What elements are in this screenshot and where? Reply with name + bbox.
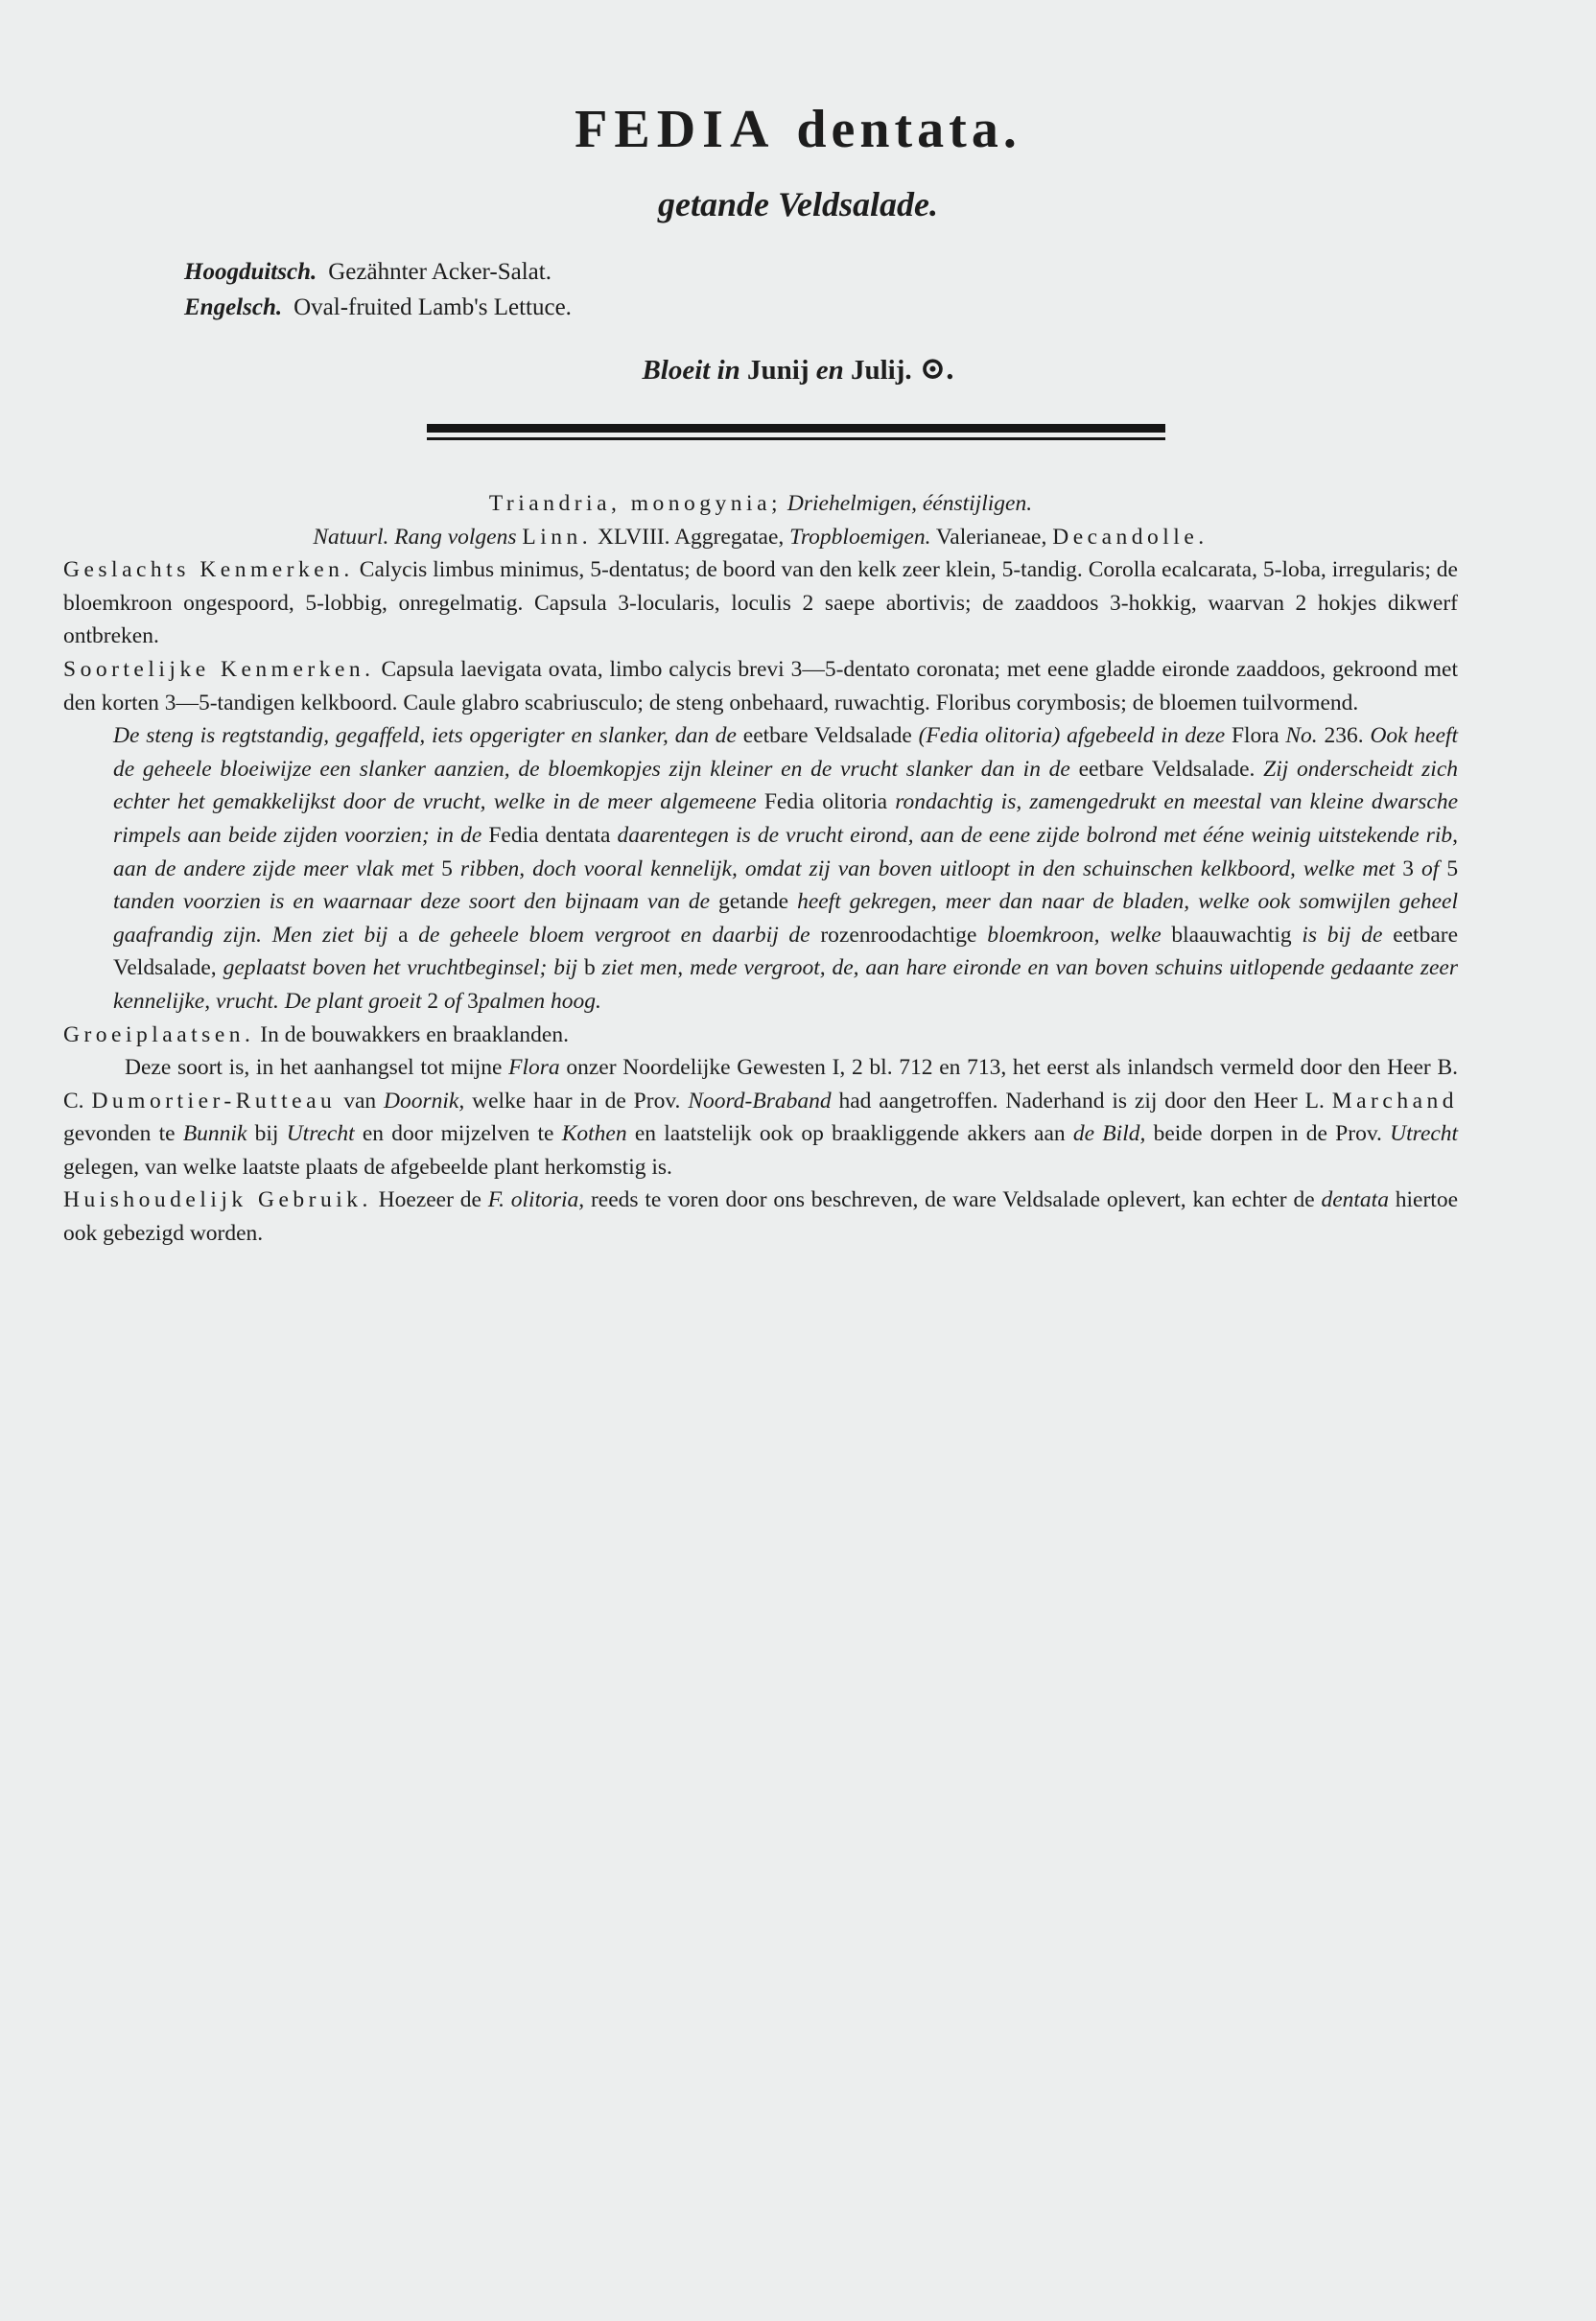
species-name: dentata. — [796, 100, 1021, 159]
vernacular-name: Gezähnter Acker-Salat. — [328, 259, 552, 285]
article-body — [63, 487, 1458, 1251]
divider-rule — [427, 424, 1165, 433]
genus-characters: Geslachts Kenmerken. Calycis limbus minimus, 5-dentatus; de boord van den kelk zeer klein, 5-tandig. Corolla ecalcarata, 5-loba, irregularis; de bloemkroon ongespoord, 5-lobbig, onregelmatig. Capsula 3-locularis, loculis 2 saepe abortivis; de zaaddoos 3-hokkig, waarvan 2 hokjes dikwerf ontbreken. — [63, 557, 1458, 649]
flowering-period: Bloeit in Junij en Julij. ⊙. — [642, 352, 954, 387]
vernacular-names — [184, 254, 572, 325]
divider-rule — [427, 437, 1165, 440]
description-paragraph: De steng is regtstandig, gegaffeld, iets opgerigter en slanker, dan de eetbare Veldsalade (Fedia olitoria) afgebeeld in deze Flora No. 236. Ook heeft de geheele bloeiwijze een slanker aanzien, de bloemkopjes zijn kleiner en de vrucht slanker dan in de eetbare Veldsalade. Zij onderscheidt zich echter het gemakkelijkst door de vrucht, welke in de meer algemeene Fedia olitoria rondachtig is, zamengedrukt en meestal van kleine dwarsche rimpels aan beide zijden voorzien; in de Fedia dentata daarentegen is de vrucht eirond, aan de eene zijde bolrond met ééne weinig uitstekende rib, aan de andere zijde meer vlak met 5 ribben, doch vooral kennelijk, omdat zij van boven uitloopt in den schuinschen kelkboord, welke met 3 of 5 tanden voorzien is en waarnaar deze soort den bijnaam van de getande heeft gekregen, meer dan naar de bladen, welke ook somwijlen geheel gaafrandig zijn. Men ziet bij a de geheele bloem vergroot en daarbij de rozenroodachtige bloemkroon, welke blaauwachtig is bij de eetbare Veldsalade, geplaatst boven het vruchtbeginsel; bij b ziet men, mede vergroot, de, aan hare eironde en van boven schuins uitlopende gedaante zeer kennelijke, vrucht. De plant groeit 2 of 3palmen hoog. — [113, 723, 1459, 1014]
genus-name: FEDIA — [575, 100, 776, 159]
section-label: Geslachts Kenmerken. — [63, 557, 354, 583]
vernacular-name: Oval-fruited Lamb's Lettuce. — [293, 294, 572, 320]
section-label: Groeiplaatsen. — [63, 1021, 255, 1047]
language-label: Hoogduitsch. — [184, 259, 317, 285]
linnaean-classification: Triandria, monogynia; Driehelmigen, éénstijligen. — [488, 491, 1033, 516]
natural-classification: Natuurl. Rang volgens Linn. XLVIII. Aggregatae, Tropbloemigen. Valerianeae, Decandolle. — [313, 524, 1209, 550]
annual-symbol-icon: ⊙. — [919, 352, 954, 387]
dutch-name: getande Veldsalade. — [658, 185, 938, 223]
section-label: Huishoudelijk Gebruik. — [63, 1187, 372, 1213]
page-title — [0, 96, 1596, 163]
history-paragraph: Deze soort is, in het aanhangsel tot mijne Flora onzer Noordelijke Gewesten I, 2 bl. 712 en 713, het eerst als inlandsch vermeld door den Heer B. C. Dumortier-Rutteau van Doornik, welke haar in de Prov. Noord-Braband had aangetroffen. Naderhand is zij door den Heer L. Marchand gevonden te Bunnik bij Utrecht en door mijzelven te Kothen en laatstelijk ook op braakliggende akkers aan de Bild, beide dorpen in de Prov. Utrecht gelegen, van welke laatste plaats de afgebeelde plant herkomstig is. — [63, 1055, 1459, 1180]
language-label: Engelsch. — [184, 294, 283, 320]
use-paragraph: Huishoudelijk Gebruik. Hoezeer de F. olitoria, reeds te voren door ons beschreven, de ware Veldsalade oplevert, kan echter de dentata hiertoe ook gebezigd worden. — [63, 1187, 1459, 1247]
german-name-line — [184, 254, 572, 290]
species-characters: Soortelijke Kenmerken. Capsula laevigata ovata, limbo calycis brevi 3—5-dentato coronata; met eene gladde eironde zaaddoos, gekroond met den korten 3—5-tandigen kelkboord. Caule glabro scabriusculo; de steng onbehaard, ruwachtig. Floribus corymbosis; de bloemen tuilvormend. — [63, 656, 1458, 715]
english-name-line — [184, 290, 572, 325]
habitat-paragraph: Groeiplaatsen. In de bouwakkers en braaklanden. — [63, 1021, 569, 1047]
section-label: Soortelijke Kenmerken. — [63, 656, 375, 682]
